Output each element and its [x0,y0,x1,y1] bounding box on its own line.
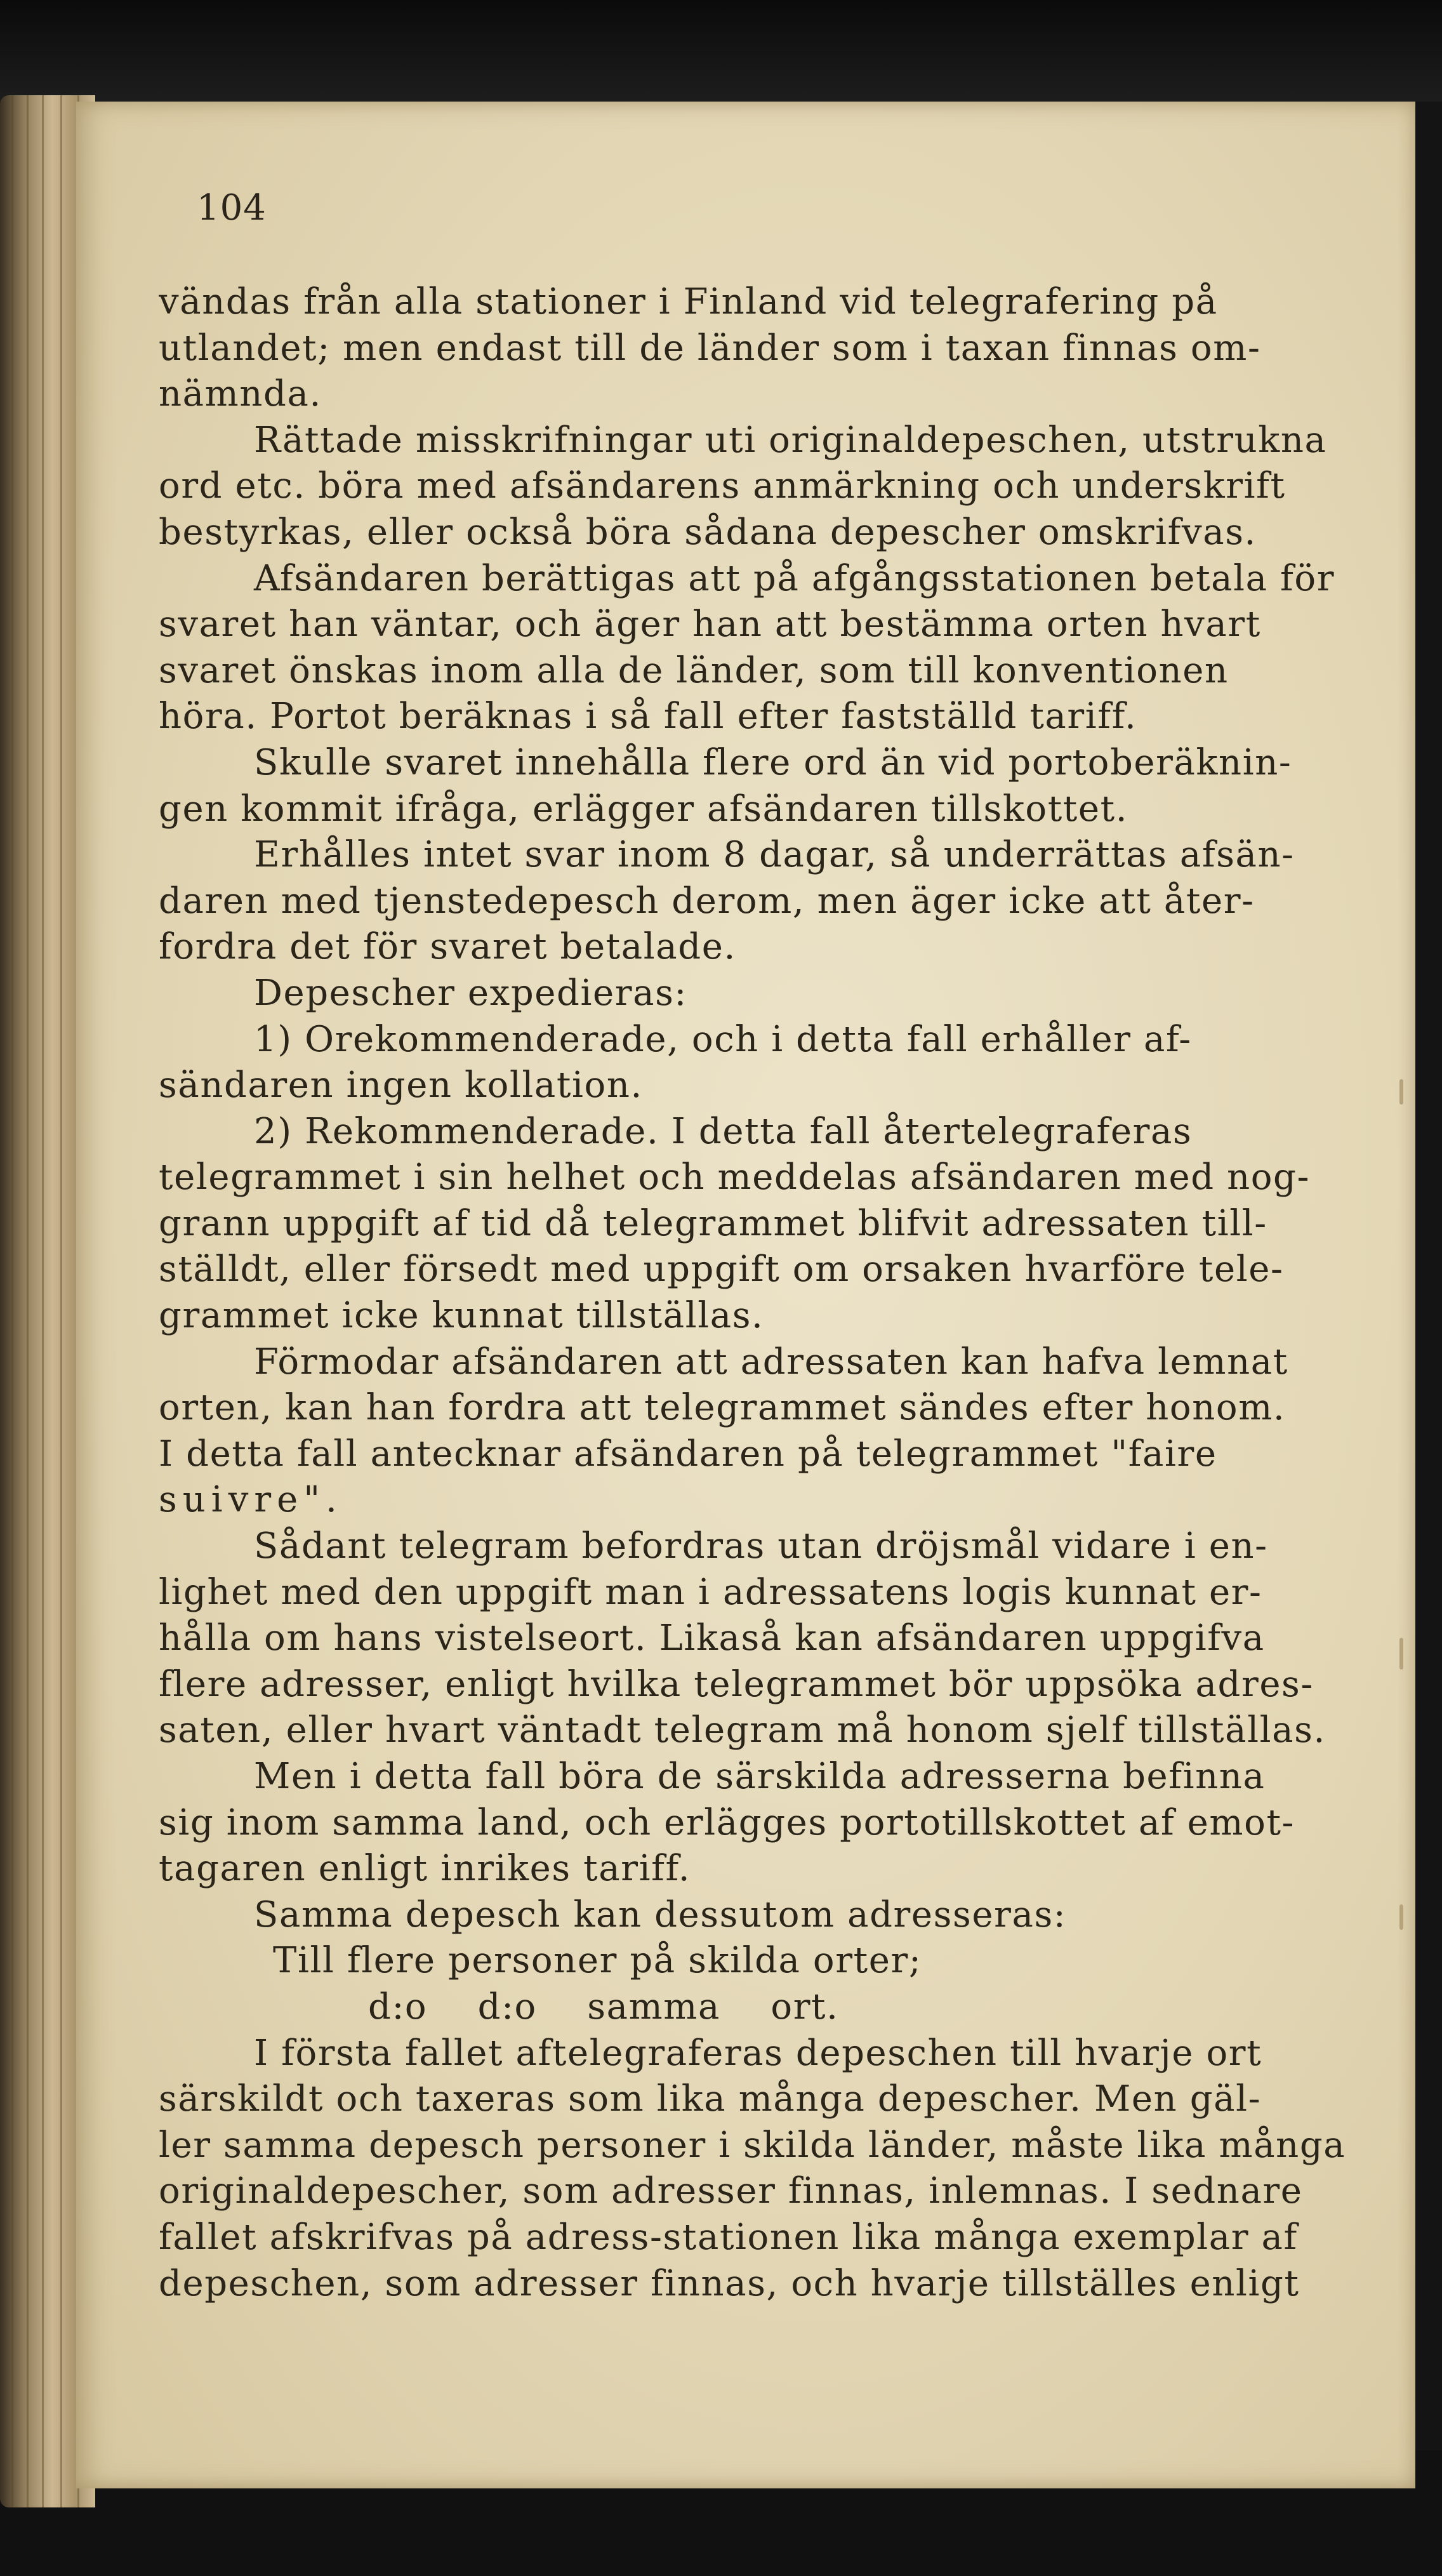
text-line: fordra det för svaret betalade. [159,926,736,968]
text-line: telegrammet i sin helhet och meddelas afsändaren med nog- [159,1157,1311,1198]
text-line: Skulle svaret innehålla flere ord än vid portoberäknin- [254,741,1292,783]
edge-mark [1399,1638,1403,1670]
text-line: svaret önskas inom alla de länder, som till konventionen [159,649,1229,691]
text-line: saten, eller hvart väntadt telegram må honom sjelf tillställas. [159,1710,1326,1751]
backdrop-top [0,0,1442,102]
text-line: d:o d:o samma ort. [368,1986,839,2028]
text-line: grammet icke kunnat tillställas. [159,1295,764,1337]
text-line: Depescher expedieras: [254,972,687,1014]
text-line: höra. Portot beräknas i så fall efter fastställd tariff. [159,696,1137,738]
text-line: Erhålles intet svar inom 8 dagar, så underrättas afsän- [254,834,1295,876]
text-line: svaret han väntar, och äger han att bestämma orten hvart [159,604,1261,646]
text-line: bestyrkas, eller också böra sådana depescher omskrifvas. [159,511,1257,553]
text-line: I första fallet aftelegraferas depeschen till hvarje ort [254,2032,1262,2074]
text-line: Till flere personer på skilda orter; [273,1940,922,1982]
text-line: ler samma depesch personer i skilda länder, måste lika många [159,2124,1346,2166]
text-line: Förmodar afsändaren att adressaten kan hafva lemnat [254,1341,1288,1383]
text-line: flere adresser, enligt hvilka telegrammet bör uppsöka adres- [159,1663,1314,1705]
text-line: Men i detta fall böra de särskilda adresserna befinna [254,1756,1266,1797]
text-line: fallet afskrifvas på adress-stationen lika många exemplar af [159,2216,1298,2258]
text-line: Sådant telegram befordras utan dröjsmål vidare i en- [254,1525,1268,1567]
page-number: 104 [197,187,267,229]
text-line: ord etc. böra med afsändarens anmärkning och underskrift [159,465,1286,507]
text-line: originaldepescher, som adresser finnas, inlemnas. I sednare [159,2170,1303,2212]
text-line: nämnda. [159,373,322,415]
text-line: sändaren ingen kollation. [159,1065,643,1106]
text-line: suivre". [159,1479,343,1521]
text-line: sig inom samma land, och erlägges portotillskottet af emot- [159,1802,1295,1843]
text-line: orten, kan han fordra att telegrammet sändes efter honom. [159,1387,1286,1429]
text-line: tagaren enligt inrikes tariff. [159,1848,691,1890]
text-line: ställdt, eller försedt med uppgift om orsaken hvarföre tele- [159,1249,1284,1291]
text-line: grann uppgift af tid då telegrammet blifvit adressaten till- [159,1202,1267,1244]
edge-mark [1399,1079,1403,1105]
text-line: 1) Orekommenderade, och i detta fall erhåller af- [254,1018,1192,1060]
text-line: daren med tjenstedepesch derom, men äger icke att åter- [159,880,1255,922]
text-line: särskildt och taxeras som lika många depescher. Men gäl- [159,2078,1262,2120]
body-text [159,279,1390,2307]
text-line: Rättade misskrifningar uti originaldepeschen, utstrukna [254,419,1327,461]
text-line: gen kommit ifråga, erlägger afsändaren tillskottet. [159,788,1128,830]
text-line: utlandet; men endast till de länder som i taxan finnas om- [159,327,1261,369]
text-line: I detta fall antecknar afsändaren på telegrammet "faire [159,1433,1217,1475]
text-line: lighet med den uppgift man i adressatens logis kunnat er- [159,1571,1262,1613]
text-line: Samma depesch kan dessutom adresseras: [254,1894,1067,1935]
text-line: hålla om hans vistelseort. Likaså kan afsändaren uppgifva [159,1617,1265,1659]
text-line: vändas från alla stationer i Finland vid telegrafering på [159,281,1218,322]
text-line: 2) Rekommenderade. I detta fall återtelegraferas [254,1110,1193,1152]
text-line: Afsändaren berättigas att på afgångsstationen betala för [254,557,1335,599]
text-line: depeschen, som adresser finnas, och hvarje tillställes enligt [159,2262,1300,2304]
edge-mark [1399,1904,1403,1930]
